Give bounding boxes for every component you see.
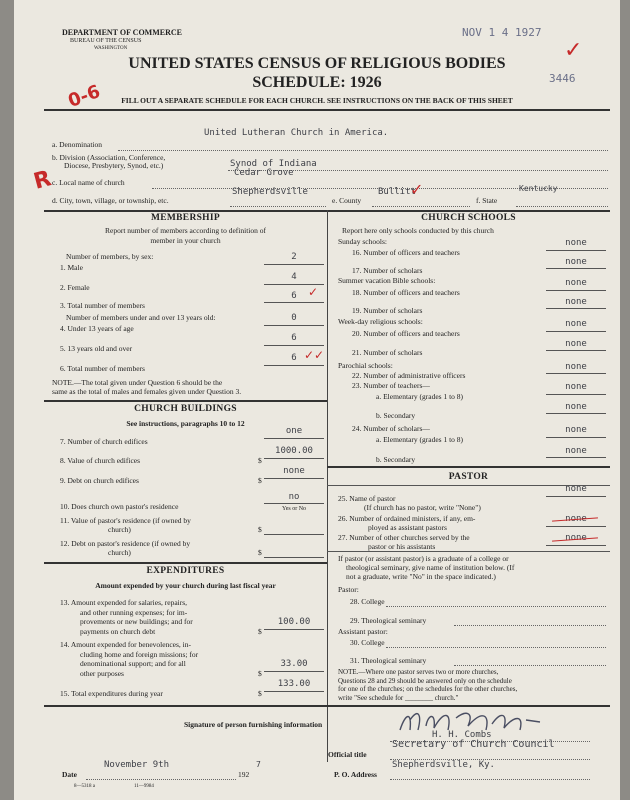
church-name-label: c. Local name of church — [52, 178, 125, 187]
city-label: WASHINGTON — [94, 46, 128, 51]
schedule-number-stamp: 3446 — [549, 72, 576, 85]
expenditure-total-label: 15. Total expenditures during year — [60, 689, 163, 698]
parochial-schools-caption: Parochial schools: — [338, 361, 393, 370]
bureau-label: BUREAU OF THE CENSUS — [70, 38, 142, 44]
male-value: 2 — [291, 252, 297, 262]
official-title-value: Secretary of Church Council — [392, 739, 555, 750]
date-year-prefix: 192 — [238, 770, 250, 779]
membership-sex-caption: Number of members, by sex: — [66, 252, 154, 261]
teachers-secondary-label: b. Secondary — [376, 411, 416, 420]
pastor-name-value: none — [565, 484, 587, 494]
form-code: 8—5318 a — [74, 784, 95, 789]
other-churches-label: 27. Number of other churches served by the pastor or his assistants — [338, 533, 470, 551]
sunday-scholars-value: none — [565, 257, 587, 267]
female-label: 2. Female — [60, 283, 90, 292]
denomination-value: United Lutheran Church in America. — [204, 128, 389, 138]
red-annotation-mark: 0-6 — [65, 81, 104, 112]
buildings-instructions: See instructions, paragraphs 10 to 12 — [126, 419, 245, 428]
red-r-mark: R — [31, 166, 54, 195]
parochial-officers-value: none — [565, 362, 587, 372]
schools-note: Report here only schools conducted by this church — [342, 226, 494, 235]
sunday-schools-caption: Sunday schools: — [338, 237, 387, 246]
under-13-label: 4. Under 13 years of age — [60, 324, 134, 333]
teachers-elementary-label: a. Elementary (grades 1 to 8) — [376, 392, 464, 401]
buildings-heading: CHURCH BUILDINGS — [134, 404, 237, 414]
scholars-elementary-label: a. Elementary (grades 1 to 8) — [376, 435, 464, 444]
sunday-scholars-label: 17. Number of scholars — [352, 266, 423, 275]
county-label: e. County — [332, 196, 362, 205]
expenditures-heading: EXPENDITURES — [146, 566, 225, 576]
red-check-mark: ✓ — [564, 38, 583, 63]
official-title-label: Official title — [328, 750, 367, 759]
expenditures-caption: Amount expended by your church during last fiscal year — [95, 581, 276, 590]
total-members-label: 3. Total number of members — [60, 301, 145, 310]
state-value: Kentucky — [519, 184, 558, 193]
under-13-value: 0 — [291, 313, 297, 323]
weekday-scholars-label: 21. Number of scholars — [352, 348, 423, 357]
date-value: November 9th — [104, 760, 170, 770]
date-label: Date — [62, 770, 77, 779]
teachers-caption: 23. Number of teachers— — [352, 381, 430, 390]
county-check-mark: ✓ — [410, 180, 424, 199]
residence-debt-label: 12. Debt on pastor's residence (if owned by church) — [60, 539, 191, 557]
department-label: DEPARTMENT OF COMMERCE — [62, 28, 183, 37]
city-town-label: d. City, town, village, or township, etc. — [52, 196, 169, 205]
edifices-value: one — [285, 426, 303, 436]
po-address-label: P. O. Address — [334, 770, 377, 779]
county-value: Bullitt — [378, 187, 416, 197]
total-members-2-value: 6 — [291, 353, 297, 363]
total-members-2-label: 6. Total number of members — [60, 364, 145, 373]
edifice-value-label: 8. Value of church edifices — [60, 456, 141, 465]
pastor-caption: Pastor: — [338, 585, 359, 594]
expenditure-benevolences-label: 14. Amount expended for benevolences, in- cluding home and foreign missions; for denominational support; and for all other purposes — [60, 640, 199, 678]
parochial-officers-label: 22. Number of administrative officers — [352, 371, 466, 380]
form-subtitle: SCHEDULE: 1926 — [252, 74, 382, 91]
pastor-seminary-label: 29. Theological seminary — [350, 616, 427, 625]
scholars-secondary-label: b. Secondary — [376, 455, 416, 464]
vacation-scholars-value: none — [565, 297, 587, 307]
residence-value-label: 11. Value of pastor's residence (if owned by church) — [60, 516, 191, 534]
division-label: b. Division (Association, Conference, Diocese, Presbytery, Synod, etc.) — [52, 153, 166, 170]
form-instructions: FILL OUT A SEPARATE SCHEDULE FOR EACH CHURCH. SEE INSTRUCTIONS ON THE BACK OF THIS SHEET — [121, 96, 513, 105]
signature-label: Signature of person furnishing information — [184, 720, 323, 729]
expenditure-salaries-label: 13. Amount expended for salaries, repairs, and other running expenses; for im- provements or new buildings; and for payments on church debt — [60, 598, 193, 636]
edifice-value-amount: 1000.00 — [275, 446, 313, 456]
teachers-elementary-value: none — [565, 382, 587, 392]
scholars-caption: 24. Number of scholars— — [352, 424, 430, 433]
received-date-stamp: NOV 1 4 1927 — [462, 26, 542, 39]
membership-note: Report number of members according to definition of member in your church — [105, 226, 266, 245]
sunday-officers-label: 16. Number of officers and teachers — [352, 248, 460, 257]
church-name-value: Cedar Grove — [234, 168, 294, 178]
pastor-residence-value: no — [288, 492, 300, 502]
pastor-residence-label: 10. Does church own pastor's residence — [60, 502, 179, 511]
ordained-ministers-label: 26. Number of ordained ministers, if any, em- ployed as assistant pastors — [338, 514, 476, 532]
total-members-check: ✓ — [308, 285, 319, 299]
expenditure-total-value: 133.00 — [277, 679, 311, 689]
weekday-schools-caption: Week-day religious schools: — [338, 317, 423, 326]
over-13-label: 5. 13 years old and over — [60, 344, 133, 353]
division-value: Synod of Indiana — [230, 159, 317, 169]
male-label: 1. Male — [60, 263, 83, 272]
assistant-seminary-label: 31. Theological seminary — [350, 656, 427, 665]
weekday-scholars-value: none — [565, 339, 587, 349]
college-instructions: If pastor (or assistant pastor) is a graduate of a college or theological seminary, give name of institution below. (If not a graduate, write "No" in the space indicated.) — [338, 554, 515, 581]
yes-no-caption: Yes or No — [281, 506, 307, 512]
weekday-officers-label: 20. Number of officers and teachers — [352, 329, 460, 338]
print-code: 11—9984 — [134, 784, 154, 789]
membership-age-caption: Number of members under and over 13 years old: — [66, 313, 216, 322]
pastor-name-note: (If church has no pastor, write "None") — [364, 503, 481, 512]
female-value: 4 — [291, 272, 297, 282]
city-town-value: Shepherdsville — [232, 187, 308, 197]
scholars-secondary-value: none — [565, 446, 587, 456]
membership-heading: MEMBERSHIP — [151, 213, 220, 223]
weekday-officers-value: none — [565, 319, 587, 329]
other-churches-value: none — [565, 533, 587, 543]
date-year-digit: 7 — [256, 760, 261, 769]
total-members-value: 6 — [291, 291, 297, 301]
assistant-college-label: 30. College — [350, 638, 385, 647]
edifice-debt-value: none — [283, 466, 305, 476]
pastor-heading: PASTOR — [448, 472, 489, 482]
denomination-label: a. Denomination — [52, 140, 102, 149]
pastor-footnote: NOTE.—Where one pastor serves two or more churches, Questions 28 and 29 should be answered only on the schedule for one of the churches; on the schedules for the other churches, write "See schedule for ________ church." — [338, 668, 518, 702]
pastor-name-label: 25. Name of pastor — [338, 494, 396, 503]
ordained-ministers-value: none — [565, 514, 587, 524]
pastor-college-label: 28. College — [350, 597, 385, 606]
edifice-debt-label: 9. Debt on church edifices — [60, 476, 139, 485]
vacation-scholars-label: 19. Number of scholars — [352, 306, 423, 315]
sunday-officers-value: none — [565, 238, 587, 248]
schools-heading: CHURCH SCHOOLS — [421, 213, 516, 223]
vacation-schools-caption: Summer vacation Bible schools: — [338, 276, 436, 285]
total-members-2-check: ✓✓ — [304, 348, 325, 362]
edifices-label: 7. Number of church edifices — [60, 437, 148, 446]
state-label: f. State — [476, 196, 498, 205]
expenditure-salaries-value: 100.00 — [277, 617, 311, 627]
vacation-officers-label: 18. Number of officers and teachers — [352, 288, 460, 297]
form-title: UNITED STATES CENSUS OF RELIGIOUS BODIES — [128, 55, 506, 72]
signer-name: H. H. Combs — [432, 730, 492, 740]
vacation-officers-value: none — [565, 278, 587, 288]
census-schedule-sheet: DEPARTMENT OF COMMERCE BUREAU OF THE CENSUS WASHINGTON NOV 1 4 1927 3446 ✓ 0-6 UNITED STATES CENSUS OF RELIGIOUS BODIES SCHEDULE: 1926 FILL OUT A SEPARATE SCHEDULE FOR EACH CHURCH. SEE INSTRUCTIONS ON THE BACK OF THIS SHEET a. Denomination United Lutheran Church in America. b. Division (Association, Conference, Diocese, Presbytery, Synod, etc.) Synod of Indiana c. Local name of church Cedar Grove R d. City, town, village, or township, etc. Shepherdsville e. County Bullitt ✓ f. State Kentucky MEMBERSHIP Report number of members according to definition of member in your church Number of members, by sex: 1. Male 2 2. Female 4 3. Total number of members 6 ✓ Number of members under and over 13 years old: 4. Under 13 years of age 0 5. 13 years old and over 6 6. Total number of members 6 ✓✓ NOTE.—The total given under Question 6 should be the same as the total of males and females given under Question 3. CHURCH BUILDINGS See instructions, paragraphs 10 to 12 7. Number of church edifices one 8. Value of church edifices $ 1000.00 9. Debt on church edifices $ none 10. Does church own pastor's residence no Yes or No 11. Value of pastor's residence (if owned by church) $ 12. Debt on pastor's residence (if owned by church) $ EXPENDITURES Amount expended by your church during last fiscal year 13. Amount expended for salaries, repairs, and other running expenses; for im- provements or new buildings; and for payments on church debt $ 100.00 14. Amount expended for benevolences, in- cluding home and foreign missions; for denominational support; and for all other purposes $ 33.00 15. Total expenditures during year $ 133.00 CHURCH SCHOOLS Report here only schools conducted by this church Sunday schools: 16. Number of officers and teachers none 17. Number of scholars none Summer vacation Bible schools: 18. Number of officers and teachers none 19. Number of scholars none Week-day religious schools: 20. Number of officers and teachers none 21. Number of scholars none Parochial schools: 22. Number of administrative officers none 23. Number of teachers— a. Elementary (grades 1 to 8) none b. Secondary none 24. Number of scholars— a. Elementary (grades 1 to 8) none b. Secondary none PASTOR 25. Name of pastor none (If church has no pastor, write "None") 26. Number of ordained ministers, if any, em- ployed as assistant pastors none 27. Number of other churches served by the pastor or his assistants none If pastor (or assistant pastor) is a graduate of a college or theological seminary, give name of institution below. (If not a graduate, write "No" in the space indicated.) Pastor: 28. College 29. Theological seminary Assistant pastor: 30. College 31. Theological seminary NOTE.—Where one pastor serves two or more churches, Questions 28 and 29 should be answered only on the schedule for one of the churches; on the schedules for the other churches, write "See schedule for ________ church." Signature of person furnishing information H. H. Combs Official title Secretary of Church Council Date November 9th 192 7 P. O. Address Shepherdsville, Ky. 8—5318 a 11—9984 — [14, 0, 620, 800]
membership-footnote: NOTE.—The total given under Question 6 should be the same as the total of males and females given under Question 3. — [52, 378, 242, 396]
expenditure-benevolences-value: 33.00 — [280, 659, 308, 669]
over-13-value: 6 — [291, 333, 297, 343]
teachers-secondary-value: none — [565, 402, 587, 412]
assistant-pastor-caption: Assistant pastor: — [338, 627, 388, 636]
scholars-elementary-value: none — [565, 425, 587, 435]
po-address-value: Shepherdsville, Ky. — [392, 760, 495, 770]
